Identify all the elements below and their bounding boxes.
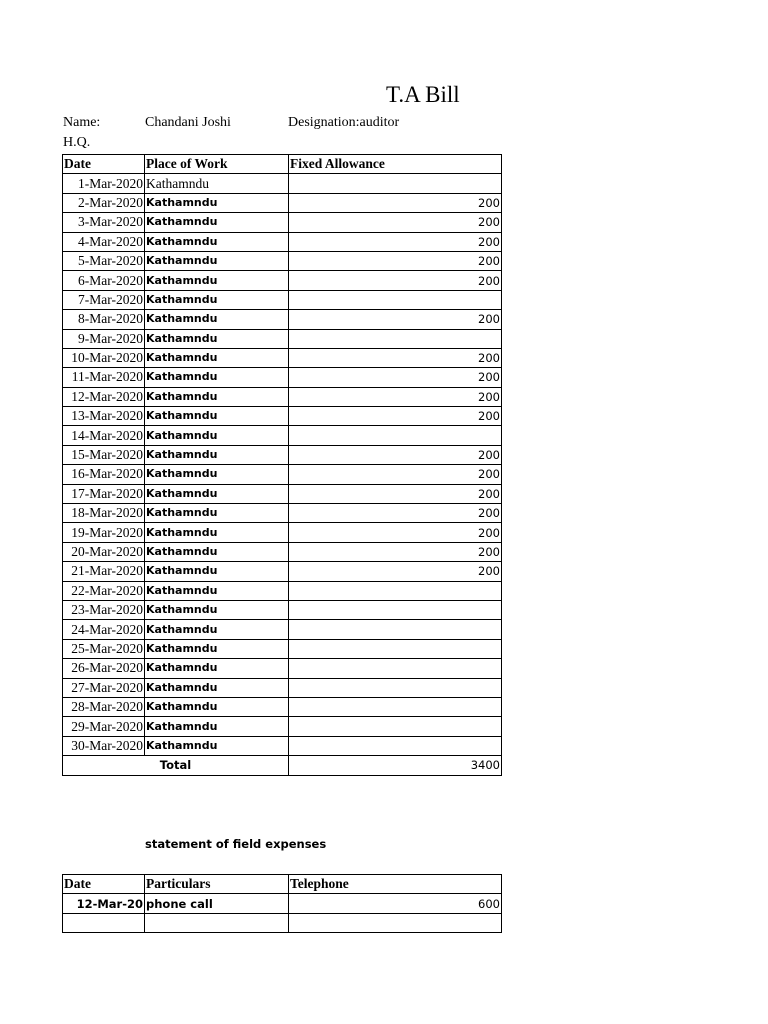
row-allowance [289,639,502,658]
row-allowance [289,329,502,348]
row-place: Kathamndu [145,465,289,484]
row-place: Kathamndu [145,504,289,523]
row-date: 15-Mar-2020 [63,445,145,464]
row-date: 11-Mar-2020 [63,368,145,387]
expenses-heading: statement of field expenses [145,837,327,851]
row-date: 14-Mar-2020 [63,426,145,445]
row-allowance: 200 [289,387,502,406]
row-place: Kathamndu [145,348,289,367]
row-place: Kathamndu [145,697,289,716]
row-place: Kathamndu [145,562,289,581]
table-row [63,465,502,484]
table-row [63,174,502,193]
row-allowance: 200 [289,251,502,270]
table-row [63,271,502,290]
row-date: 21-Mar-2020 [63,562,145,581]
table-row [63,659,502,678]
row-place: Kathamndu [145,659,289,678]
expenses-table [62,874,502,933]
table-row [63,290,502,309]
row-place: Kathamndu [145,193,289,212]
table-row [63,193,502,212]
row-place: Kathamndu [145,310,289,329]
row-allowance: 200 [289,562,502,581]
row-date: 30-Mar-2020 [63,736,145,755]
row-date: 28-Mar-2020 [63,697,145,716]
row-date: 17-Mar-2020 [63,484,145,503]
row-allowance: 200 [289,271,502,290]
table-row [63,678,502,697]
row-place: Kathamndu [145,639,289,658]
row-allowance: 200 [289,523,502,542]
row-date: 8-Mar-2020 [63,310,145,329]
table-row [63,445,502,464]
table-row [63,697,502,716]
expenses-table-header [63,875,502,894]
row-place: Kathamndu [145,407,289,426]
total-value: 3400 [289,756,502,775]
table-row [63,232,502,251]
table-row [63,581,502,600]
row-allowance: 200 [289,465,502,484]
row-place: Kathamndu [145,600,289,619]
row-date: 2-Mar-2020 [63,193,145,212]
row-place: Kathamndu [145,620,289,639]
table-row [63,600,502,619]
row-place: Kathamndu [145,523,289,542]
name-value: Chandani Joshi [145,115,231,130]
hq-label: H.Q. [63,135,91,150]
row-allowance [289,736,502,755]
row-allowance: 200 [289,213,502,232]
row-date: 3-Mar-2020 [63,213,145,232]
row-allowance [289,581,502,600]
expense-date: 12-Mar-20 [63,894,145,913]
table-row [63,639,502,658]
table-row [63,426,502,445]
column-header-date: Date [63,155,145,174]
row-allowance [289,717,502,736]
row-allowance: 200 [289,232,502,251]
table-row [63,523,502,542]
expense-particulars [145,913,289,932]
table-row [63,504,502,523]
row-place: Kathamndu [145,484,289,503]
expense-telephone: 600 [289,894,502,913]
table-row [63,736,502,755]
table-row [63,620,502,639]
row-date: 1-Mar-2020 [63,174,145,193]
expense-date [63,913,145,932]
row-allowance: 200 [289,193,502,212]
row-date: 5-Mar-2020 [63,251,145,270]
row-place: Kathamndu [145,426,289,445]
row-place: Kathamndu [145,290,289,309]
row-date: 10-Mar-2020 [63,348,145,367]
column-header-particulars: Particulars [145,875,289,894]
row-allowance: 200 [289,445,502,464]
row-place: Kathamndu [145,271,289,290]
row-place: Kathamndu [145,213,289,232]
row-place: Kathamndu [145,736,289,755]
row-place: Kathamndu [145,717,289,736]
row-date: 25-Mar-2020 [63,639,145,658]
row-allowance: 200 [289,504,502,523]
row-date: 23-Mar-2020 [63,600,145,619]
column-header-place: Place of Work [145,155,289,174]
table-row [63,913,502,932]
row-place: Kathamndu [145,174,289,193]
row-allowance: 200 [289,348,502,367]
row-place: Kathamndu [145,232,289,251]
table-row [63,251,502,270]
table-row [63,717,502,736]
row-place: Kathamndu [145,542,289,561]
row-date: 22-Mar-2020 [63,581,145,600]
table-row [63,348,502,367]
row-date: 24-Mar-2020 [63,620,145,639]
row-allowance: 200 [289,542,502,561]
row-place: Kathamndu [145,445,289,464]
row-date: 18-Mar-2020 [63,504,145,523]
row-place: Kathamndu [145,387,289,406]
row-place: Kathamndu [145,329,289,348]
designation: Designation:auditor [288,115,400,130]
table-row [63,310,502,329]
column-header-telephone: Telephone [289,875,502,894]
column-header-date: Date [63,875,145,894]
row-date: 29-Mar-2020 [63,717,145,736]
row-place: Kathamndu [145,678,289,697]
allowance-table-header [63,155,502,174]
row-place: Kathamndu [145,368,289,387]
row-date: 19-Mar-2020 [63,523,145,542]
table-row [63,368,502,387]
row-allowance [289,600,502,619]
row-allowance [289,697,502,716]
row-allowance [289,620,502,639]
allowance-table [62,154,502,776]
total-row [63,756,502,775]
row-allowance: 200 [289,368,502,387]
row-place: Kathamndu [145,581,289,600]
row-allowance: 200 [289,310,502,329]
row-allowance [289,426,502,445]
row-date: 26-Mar-2020 [63,659,145,678]
page-title: T.A Bill [386,82,460,107]
row-date: 4-Mar-2020 [63,232,145,251]
row-allowance [289,174,502,193]
row-date: 27-Mar-2020 [63,678,145,697]
row-place: Kathamndu [145,251,289,270]
row-date: 16-Mar-2020 [63,465,145,484]
expense-telephone [289,913,502,932]
row-allowance [289,290,502,309]
row-allowance [289,678,502,697]
table-row [63,387,502,406]
table-row [63,407,502,426]
row-date: 13-Mar-2020 [63,407,145,426]
row-date: 7-Mar-2020 [63,290,145,309]
table-row [63,329,502,348]
column-header-allowance: Fixed Allowance [289,155,502,174]
table-row [63,542,502,561]
row-date: 9-Mar-2020 [63,329,145,348]
table-row [63,213,502,232]
row-allowance: 200 [289,407,502,426]
table-row [63,484,502,503]
total-label: Total [63,756,289,775]
row-date: 12-Mar-2020 [63,387,145,406]
table-row [63,894,502,913]
table-row [63,562,502,581]
row-allowance: 200 [289,484,502,503]
row-allowance [289,659,502,678]
expense-particulars: phone call [145,894,289,913]
name-label: Name: [63,115,101,130]
row-date: 6-Mar-2020 [63,271,145,290]
row-date: 20-Mar-2020 [63,542,145,561]
